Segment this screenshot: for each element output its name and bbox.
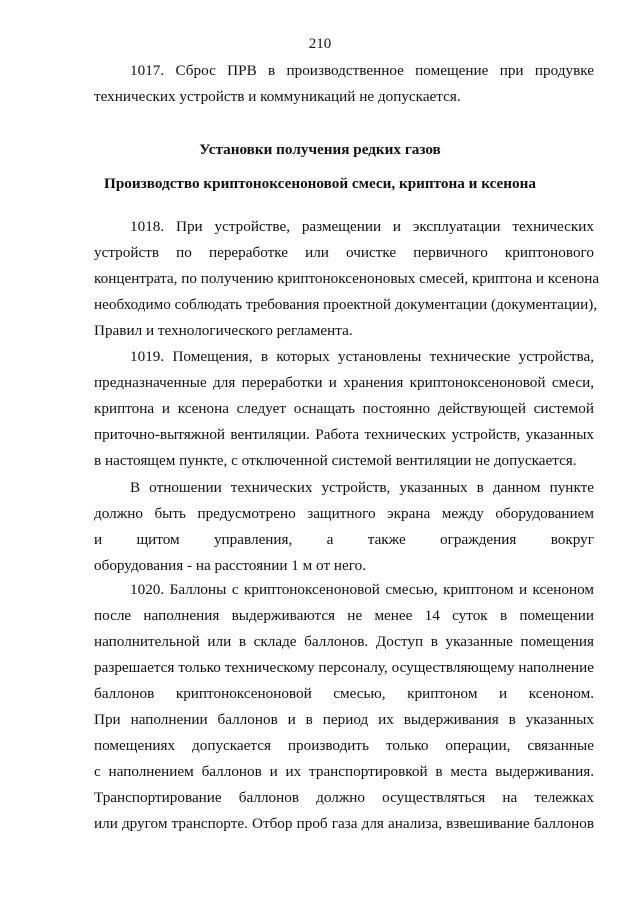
paragraph-1019-line: приточно-вытяжной вентиляции. Работа технических устройств, указанных <box>94 426 594 443</box>
paragraph-1018-line: устройств по переработке или очистке первичного криптонового <box>94 244 594 261</box>
paragraph-1020-line: наполнительной или в складе баллонов. Доступ в указанные помещения <box>94 633 594 650</box>
paragraph-1020-line: 1020. Баллоны с криптоноксеноновой смесью, криптоном и ксеноном <box>130 581 594 598</box>
paragraph-1020-line: При наполнении баллонов и в период их выдерживания в указанных <box>94 711 594 728</box>
paragraph-1020-line: или другом транспорте. Отбор проб газа для анализа, взвешивание баллонов <box>94 815 594 832</box>
paragraph-1018-line: Правил и технологического регламента. <box>94 322 353 339</box>
paragraph-1019-cont-line: оборудования - на расстоянии 1 м от него. <box>94 557 366 574</box>
paragraph-1017-line: 1017. Сброс ПРВ в производственное помещение при продувке <box>130 62 594 79</box>
paragraph-1019-line: криптона и ксенона следует оснащать постоянно действующей системой <box>94 400 594 417</box>
paragraph-1020-line: с наполнением баллонов и их транспортировкой в места выдерживания. <box>94 763 594 780</box>
paragraph-1020-line: баллонов криптоноксеноновой смесью, криптоном и ксеноном. <box>94 685 594 702</box>
paragraph-1017-line: технических устройств и коммуникаций не допускается. <box>94 88 461 105</box>
paragraph-1019-cont-line: и щитом управления, а также ограждения вокруг <box>94 531 594 548</box>
paragraph-1019-line: предназначенные для переработки и хранения криптоноксеноновой смеси, <box>94 374 594 391</box>
paragraph-1020-line: разрешается только техническому персоналу, осуществляющему наполнение <box>94 659 594 676</box>
paragraph-1020-line: после наполнения выдерживаются не менее 14 суток в помещении <box>94 607 594 624</box>
paragraph-1018-line: необходимо соблюдать требования проектной документации (документации), <box>94 296 598 313</box>
section-heading: Установки получения редких газов <box>199 141 441 158</box>
paragraph-1019-cont-line: В отношении технических устройств, указанных в данном пункте <box>130 479 594 496</box>
subsection-heading: Производство криптоноксеноновой смеси, криптона и ксенона <box>104 175 536 192</box>
paragraph-1019-line: в настоящем пункте, с отключенной системой вентиляции не допускается. <box>94 452 577 469</box>
paragraph-1018-line: 1018. При устройстве, размещении и эксплуатации технических <box>130 218 594 235</box>
paragraph-1018-line: концентрата, по получению криптоноксеноновых смесей, криптона и ксенона <box>94 270 600 287</box>
paragraph-1019-cont-line: должно быть предусмотрено защитного экрана между оборудованием <box>94 505 594 522</box>
paragraph-1020-line: Транспортирование баллонов должно осуществляться на тележках <box>94 789 594 806</box>
paragraph-1019-line: 1019. Помещения, в которых установлены технические устройства, <box>130 348 594 365</box>
paragraph-1020-line: помещениях допускается производить только операции, связанные <box>94 737 594 754</box>
page-number: 210 <box>308 36 332 52</box>
